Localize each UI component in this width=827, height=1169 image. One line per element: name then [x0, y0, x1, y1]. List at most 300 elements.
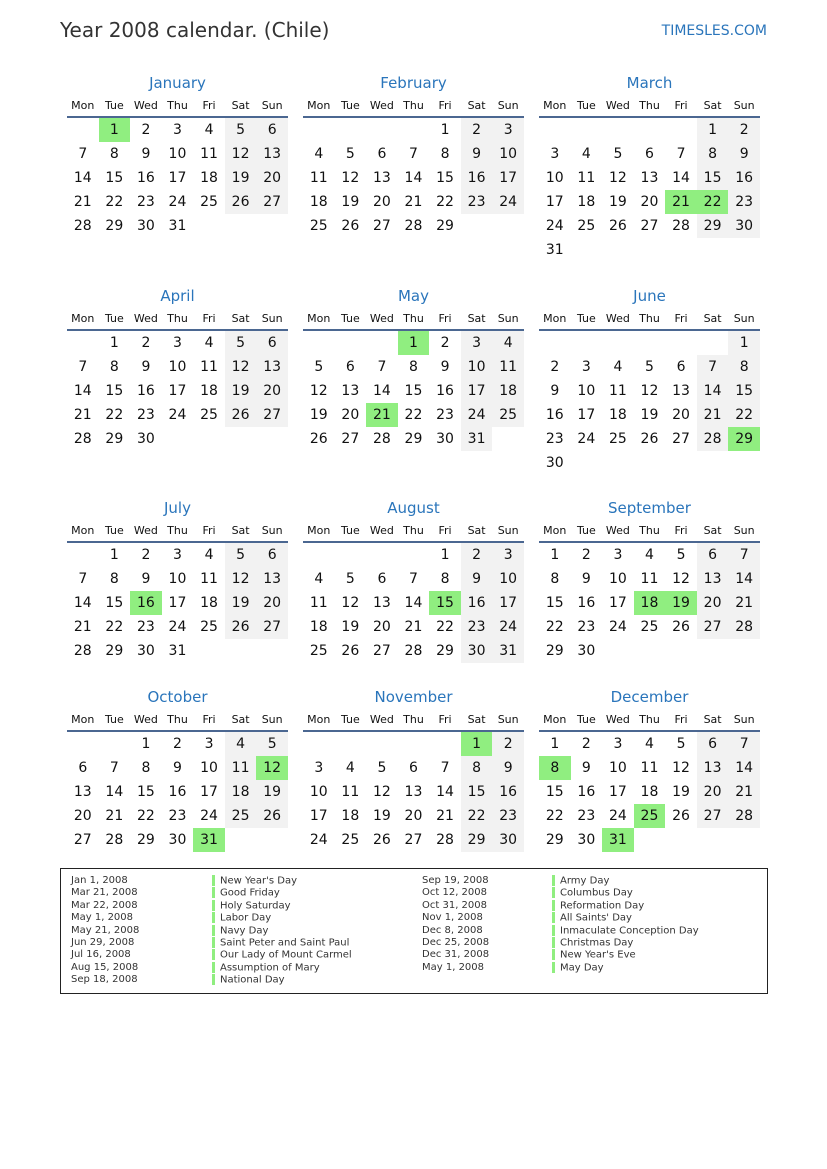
empty-cell: [634, 118, 666, 142]
day-cell: 12: [672, 571, 690, 587]
day-cell: 23: [461, 615, 493, 639]
day-cell: 15: [697, 166, 729, 190]
empty-cell: [728, 639, 760, 663]
week-row: [539, 804, 760, 828]
empty-cell: [193, 639, 225, 663]
month-name: November: [374, 688, 453, 706]
week-row: [539, 142, 760, 166]
weekday-label: Thu: [639, 99, 660, 112]
weekday-label: Mon: [71, 99, 95, 112]
weekday-label: Sat: [703, 713, 722, 726]
holiday-marker: [552, 900, 555, 911]
weekday-label: Fri: [438, 99, 452, 112]
week-row: [303, 804, 524, 828]
day-cell: 26: [225, 615, 257, 639]
day-cell: 10: [200, 760, 218, 776]
week-row: [303, 639, 524, 663]
day-cell: 19: [608, 194, 627, 210]
day-cell: 11: [608, 383, 627, 399]
weekday-header: [539, 519, 760, 543]
holiday-date: Dec 31, 2008: [422, 949, 490, 961]
weekday-label: Fri: [438, 312, 452, 325]
weekday-header: [539, 94, 760, 118]
day-cell: 29: [136, 832, 155, 848]
weekday-label: Tue: [340, 713, 360, 726]
month-october: [67, 686, 288, 852]
holiday-marker: [212, 949, 215, 960]
day-cell: 28: [404, 643, 423, 659]
holiday-marker: [212, 937, 215, 948]
day-cell: 13: [672, 383, 690, 399]
weekday-label: Sat: [467, 99, 486, 112]
day-cell: 27: [697, 804, 729, 828]
day-cell: 10: [168, 146, 187, 162]
empty-cell: [728, 828, 760, 852]
day-cell: 7: [409, 571, 418, 587]
day-cell: 2: [550, 359, 560, 375]
day-cell: 10: [492, 567, 524, 591]
weekday-label: Sat: [703, 312, 722, 325]
day-cell: 14: [105, 784, 124, 800]
day-cell: 14: [728, 567, 760, 591]
holiday-marker: [212, 875, 215, 886]
day-cell: 27: [372, 643, 391, 659]
week-row: [67, 427, 288, 451]
day-cell: 1: [109, 335, 119, 351]
day-cell: 29: [697, 214, 729, 238]
day-cell: 24: [608, 808, 627, 824]
day-cell: 14: [404, 595, 423, 611]
day-cell: 5: [225, 543, 257, 567]
day-cell: 12: [309, 383, 328, 399]
weekday-label: Thu: [403, 99, 424, 112]
day-cell: 30: [168, 832, 187, 848]
week-row: [303, 732, 524, 756]
month-november: [303, 686, 524, 852]
weekday-label: Wed: [605, 99, 630, 112]
holiday-name: Army Day: [560, 875, 610, 887]
week-row: [303, 756, 524, 780]
empty-cell: [602, 238, 634, 262]
day-cell: 10: [168, 359, 187, 375]
weekday-label: Thu: [403, 524, 424, 537]
weekday-label: Tue: [340, 524, 360, 537]
day-cell: 26: [608, 218, 627, 234]
day-cell: 27: [672, 431, 690, 447]
weekday-label: Fri: [438, 713, 452, 726]
holiday-marker: [212, 912, 215, 923]
empty-cell: [303, 732, 335, 756]
day-cell: 8: [697, 142, 729, 166]
day-cell: 12: [341, 170, 360, 186]
empty-cell: [665, 238, 697, 262]
day-cell: 16: [461, 166, 493, 190]
empty-cell: [665, 451, 697, 475]
day-cell: 20: [341, 407, 360, 423]
weekday-label: Sun: [261, 312, 283, 325]
month-name: June: [633, 287, 666, 305]
week-row: [539, 756, 760, 780]
month-name: April: [160, 287, 195, 305]
empty-cell: [539, 118, 571, 142]
empty-cell: [193, 427, 225, 451]
day-cell: 15: [436, 170, 454, 186]
month-may: [303, 285, 524, 451]
day-cell: 10: [309, 784, 328, 800]
weekday-label: Sun: [733, 99, 755, 112]
week-row: [67, 543, 288, 567]
day-cell: 7: [78, 571, 88, 587]
day-cell: 30: [728, 214, 760, 238]
day-cell: 8: [109, 359, 119, 375]
empty-cell: [697, 828, 729, 852]
holiday-entry: [552, 949, 636, 961]
empty-cell: [256, 639, 288, 663]
holiday-marker: [552, 912, 555, 923]
empty-cell: [67, 331, 99, 355]
empty-cell: [225, 828, 257, 852]
empty-cell: [602, 451, 634, 475]
day-cell: 12: [225, 355, 257, 379]
weekday-label: Thu: [167, 713, 188, 726]
day-cell: 28: [672, 218, 690, 234]
day-cell: 6: [645, 146, 654, 162]
weekday-label: Thu: [403, 713, 424, 726]
day-cell: 20: [640, 194, 659, 210]
day-cell: 24: [461, 403, 493, 427]
day-cell: 30: [545, 455, 564, 471]
day-cell: 3: [173, 122, 182, 138]
day-cell: 6: [697, 543, 729, 567]
day-cell: 4: [345, 760, 355, 776]
day-cell: 1: [440, 547, 450, 563]
day-cell: 4: [204, 335, 214, 351]
day-cell: 7: [78, 359, 88, 375]
empty-cell: [398, 118, 430, 142]
day-cell: 26: [225, 190, 257, 214]
week-row: [539, 732, 760, 756]
day-cell: 26: [672, 619, 690, 635]
weekday-label: Thu: [639, 524, 660, 537]
day-cell: 11: [577, 170, 596, 186]
weekday-header: [67, 94, 288, 118]
day-cell: 30: [436, 431, 454, 447]
day-cell: 15: [545, 784, 564, 800]
day-cell: 11: [200, 146, 218, 162]
empty-cell: [256, 427, 288, 451]
day-cell: 19: [309, 407, 328, 423]
day-cell: 28: [728, 615, 760, 639]
weekday-label: Sat: [231, 312, 250, 325]
day-cell: 25: [200, 407, 218, 423]
day-cell: 16: [577, 595, 596, 611]
month-name: September: [608, 499, 691, 517]
day-cell: 29: [105, 643, 124, 659]
day-cell: 3: [204, 736, 214, 752]
holiday-entry: [212, 900, 291, 912]
day-cell: 19: [672, 784, 690, 800]
week-row: [539, 238, 760, 262]
day-cell: 2: [461, 543, 493, 567]
weekday-label: Mon: [307, 713, 331, 726]
day-cell: 1: [550, 736, 560, 752]
day-cell: 21: [73, 194, 92, 210]
holiday-name: New Year's Day: [220, 875, 298, 887]
week-row: [67, 331, 288, 355]
day-cell: 20: [73, 808, 92, 824]
day-cell: 10: [545, 170, 564, 186]
weekday-label: Wed: [133, 312, 158, 325]
day-cell: 4: [314, 571, 324, 587]
holiday-name: Saint Peter and Saint Paul: [220, 937, 350, 949]
day-cell: 29: [461, 828, 493, 852]
month-name: August: [387, 499, 440, 517]
day-cell: 24: [545, 218, 564, 234]
day-cell: 28: [73, 218, 92, 234]
day-cell: 22: [404, 407, 423, 423]
weekday-label: Sun: [261, 524, 283, 537]
empty-cell: [634, 451, 666, 475]
day-cell: 21: [73, 619, 92, 635]
empty-cell: [67, 118, 99, 142]
day-cell: 24: [168, 194, 187, 210]
month-september: [539, 497, 760, 663]
holiday-day-cell: 16: [130, 591, 162, 615]
weekday-label: Mon: [71, 713, 95, 726]
holiday-date: Mar 21, 2008: [71, 887, 138, 899]
week-row: [303, 567, 524, 591]
weekday-label: Mon: [307, 524, 331, 537]
day-cell: 25: [200, 619, 218, 635]
empty-cell: [492, 427, 524, 451]
day-cell: 4: [204, 122, 214, 138]
empty-cell: [571, 331, 603, 355]
month-name: July: [164, 499, 191, 517]
weekday-label: Thu: [167, 524, 188, 537]
day-cell: 23: [168, 808, 187, 824]
holiday-name: National Day: [220, 974, 285, 986]
day-cell: 22: [105, 619, 124, 635]
day-cell: 17: [492, 166, 524, 190]
week-row: [539, 451, 760, 475]
day-cell: 13: [341, 383, 360, 399]
holiday-name: All Saints' Day: [560, 912, 632, 924]
day-cell: 16: [728, 166, 760, 190]
day-cell: 3: [461, 331, 493, 355]
day-cell: 15: [105, 170, 124, 186]
day-cell: 9: [141, 359, 151, 375]
week-row: [67, 615, 288, 639]
day-cell: 16: [168, 784, 187, 800]
brand-link[interactable]: TIMESLES.COM: [661, 23, 767, 39]
empty-cell: [366, 543, 398, 567]
day-cell: 10: [168, 571, 187, 587]
weekday-label: Sat: [467, 312, 486, 325]
week-row: [303, 355, 524, 379]
empty-cell: [225, 214, 257, 238]
holiday-date: Oct 31, 2008: [422, 899, 487, 911]
day-cell: 27: [256, 615, 288, 639]
holiday-entry: [212, 875, 297, 887]
week-row: [539, 403, 760, 427]
day-cell: 26: [372, 832, 391, 848]
day-cell: 17: [461, 379, 493, 403]
day-cell: 23: [577, 808, 596, 824]
day-cell: 19: [225, 379, 257, 403]
month-march: [539, 72, 760, 262]
day-cell: 24: [577, 431, 596, 447]
month-name: December: [610, 688, 689, 706]
day-cell: 7: [697, 355, 729, 379]
day-cell: 29: [545, 643, 564, 659]
day-cell: 2: [440, 335, 450, 351]
weekday-label: Tue: [340, 312, 360, 325]
week-row: [67, 166, 288, 190]
weekday-label: Tue: [576, 312, 596, 325]
week-row: [539, 190, 760, 214]
week-row: [539, 166, 760, 190]
day-cell: 8: [461, 756, 493, 780]
day-cell: 1: [550, 547, 560, 563]
empty-cell: [665, 639, 697, 663]
day-cell: 27: [256, 190, 288, 214]
holiday-name: Good Friday: [220, 887, 280, 899]
day-cell: 18: [200, 383, 218, 399]
weekday-label: Sat: [467, 524, 486, 537]
weekday-header: [67, 519, 288, 543]
day-cell: 24: [200, 808, 218, 824]
holiday-day-cell: 12: [256, 756, 288, 780]
empty-cell: [67, 732, 99, 756]
holiday-date: Sep 18, 2008: [71, 974, 138, 986]
empty-cell: [602, 118, 634, 142]
day-cell: 26: [672, 808, 690, 824]
empty-cell: [728, 238, 760, 262]
week-row: [539, 567, 760, 591]
day-cell: 3: [550, 146, 560, 162]
holiday-entry: [552, 875, 609, 887]
day-cell: 18: [608, 407, 627, 423]
empty-cell: [193, 214, 225, 238]
day-cell: 7: [728, 732, 760, 756]
weekday-header: [303, 708, 524, 732]
weekday-header: [539, 307, 760, 331]
week-row: [303, 379, 524, 403]
day-cell: 2: [141, 547, 151, 563]
weekday-label: Wed: [133, 99, 158, 112]
day-cell: 5: [225, 118, 257, 142]
holiday-marker: [212, 900, 215, 911]
holiday-name: Labor Day: [220, 912, 272, 924]
week-row: [539, 379, 760, 403]
day-cell: 31: [168, 643, 187, 659]
day-cell: 13: [73, 784, 92, 800]
day-cell: 7: [728, 543, 760, 567]
weekday-label: Sun: [497, 524, 519, 537]
day-cell: 28: [697, 427, 729, 451]
day-cell: 5: [225, 331, 257, 355]
weekday-label: Fri: [674, 99, 688, 112]
day-cell: 18: [225, 780, 257, 804]
empty-cell: [398, 543, 430, 567]
day-cell: 19: [341, 619, 360, 635]
day-cell: 12: [608, 170, 627, 186]
empty-cell: [303, 118, 335, 142]
week-row: [67, 118, 288, 142]
day-cell: 2: [581, 736, 591, 752]
weekday-header: [67, 708, 288, 732]
day-cell: 9: [440, 359, 450, 375]
weekday-label: Tue: [104, 312, 124, 325]
day-cell: 9: [581, 571, 591, 587]
week-row: [539, 543, 760, 567]
day-cell: 4: [314, 146, 324, 162]
day-cell: 20: [256, 166, 288, 190]
weekday-label: Fri: [674, 713, 688, 726]
week-row: [67, 355, 288, 379]
day-cell: 16: [577, 784, 596, 800]
day-cell: 23: [136, 194, 155, 210]
day-cell: 18: [200, 595, 218, 611]
day-cell: 7: [109, 760, 119, 776]
week-row: [67, 379, 288, 403]
weekday-label: Tue: [576, 99, 596, 112]
day-cell: 9: [141, 571, 151, 587]
empty-cell: [256, 828, 288, 852]
holiday-day-cell: 31: [193, 828, 225, 852]
day-cell: 1: [440, 122, 450, 138]
weekday-label: Sun: [261, 99, 283, 112]
day-cell: 8: [440, 146, 450, 162]
day-cell: 25: [200, 194, 218, 210]
weekday-label: Wed: [369, 713, 394, 726]
weekday-label: Fri: [202, 99, 216, 112]
holiday-entry: [552, 900, 644, 912]
week-row: [67, 804, 288, 828]
day-cell: 7: [676, 146, 686, 162]
empty-cell: [697, 639, 729, 663]
month-name: October: [147, 688, 208, 706]
empty-cell: [303, 543, 335, 567]
holiday-entry: [552, 887, 633, 899]
weekday-label: Wed: [369, 312, 394, 325]
day-cell: 30: [136, 431, 155, 447]
weekday-label: Thu: [167, 312, 188, 325]
day-cell: 22: [728, 403, 760, 427]
day-cell: 16: [461, 591, 493, 615]
holiday-name: Our Lady of Mount Carmel: [220, 949, 352, 961]
holiday-day-cell: 21: [366, 403, 398, 427]
day-cell: 21: [728, 591, 760, 615]
day-cell: 13: [256, 142, 288, 166]
day-cell: 15: [404, 383, 423, 399]
holiday-date: Sep 19, 2008: [422, 875, 489, 886]
day-cell: 28: [436, 832, 454, 848]
weekday-label: Fri: [202, 312, 216, 325]
empty-cell: [697, 451, 729, 475]
holiday-date: May 1, 2008: [422, 961, 485, 973]
day-cell: 9: [461, 567, 493, 591]
day-cell: 22: [105, 407, 124, 423]
day-cell: 11: [640, 571, 659, 587]
holiday-name: May Day: [560, 962, 604, 974]
day-cell: 14: [697, 379, 729, 403]
holiday-name: Navy Day: [220, 925, 269, 937]
day-cell: 15: [105, 595, 124, 611]
holiday-entry: [212, 937, 349, 949]
holiday-marker: [552, 887, 555, 898]
holiday-entry: [212, 887, 280, 899]
